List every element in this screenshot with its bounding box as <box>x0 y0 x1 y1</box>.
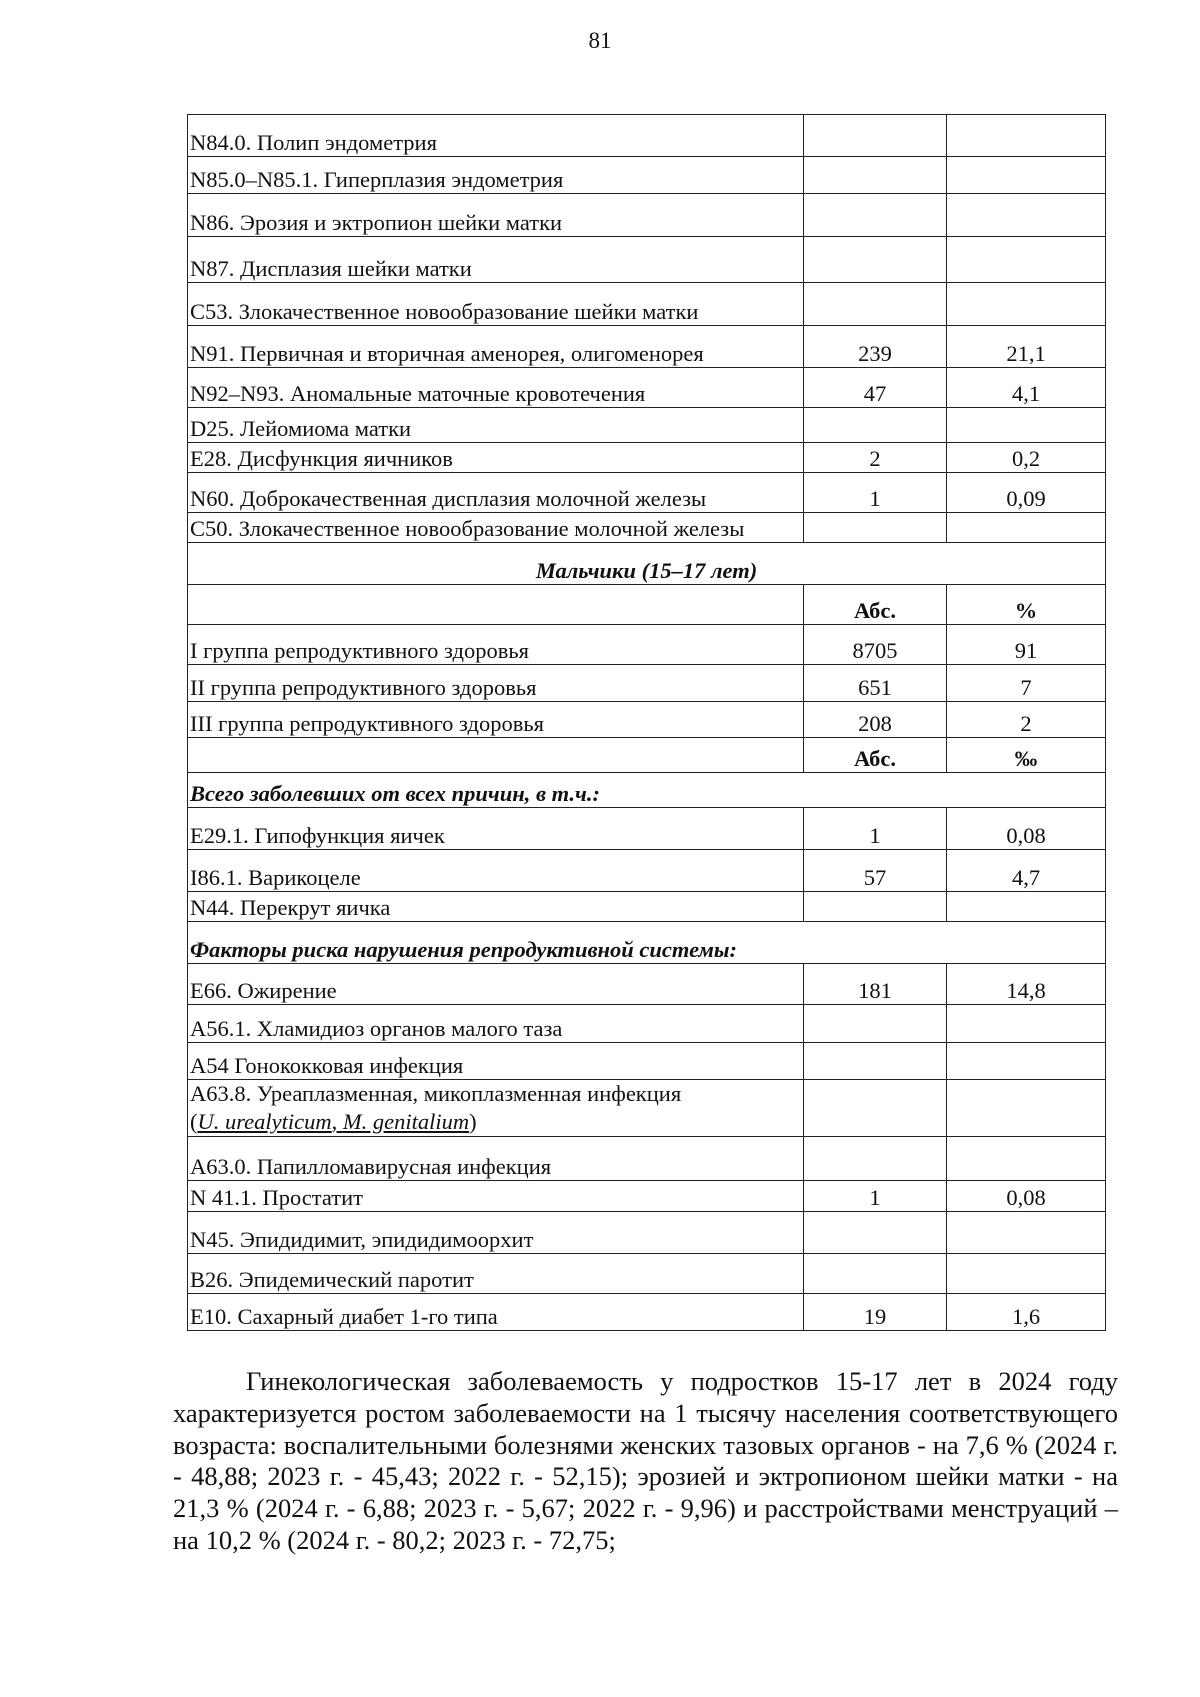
row-label: N44. Перекрут яичка <box>188 892 804 922</box>
row-abs: 2 <box>804 443 947 473</box>
row-abs <box>804 1212 947 1254</box>
row-rel <box>947 157 1106 194</box>
header-abs: Абс. <box>804 585 947 625</box>
row-abs <box>804 892 947 922</box>
page-number: 81 <box>588 28 612 53</box>
table-row <box>188 665 1106 702</box>
row-abs <box>804 115 947 157</box>
row-rel: 0,2 <box>947 443 1106 473</box>
section-row <box>188 922 1106 964</box>
row-abs <box>804 194 947 237</box>
header-percent: % <box>947 585 1106 625</box>
row-abs <box>804 408 947 443</box>
table-row <box>188 892 1106 922</box>
table-row <box>188 1294 1106 1331</box>
header-row <box>188 585 1106 625</box>
row-rel <box>947 237 1106 283</box>
table-row <box>188 1043 1106 1080</box>
row-label: Е28. Дисфункция яичников <box>188 443 804 473</box>
row-abs: 1 <box>804 473 947 513</box>
header-row <box>188 738 1106 773</box>
row-label: С50. Злокачественное новообразование молочной железы <box>188 513 804 543</box>
header-empty-cell <box>188 738 804 773</box>
row-label: N60. Доброкачественная дисплазия молочной железы <box>188 473 804 513</box>
row-rel: 91 <box>947 625 1106 665</box>
row-rel <box>947 283 1106 326</box>
section-title-boys: Мальчики (15–17 лет) <box>188 543 1106 585</box>
row-rel: 4,7 <box>947 850 1106 892</box>
row-abs <box>804 1137 947 1181</box>
row-abs <box>804 157 947 194</box>
row-label: N45. Эпидидимит, эпидидимоорхит <box>188 1212 804 1254</box>
row-abs: 47 <box>804 368 947 408</box>
row-abs: 19 <box>804 1294 947 1331</box>
row-abs: 57 <box>804 850 947 892</box>
row-rel <box>947 1080 1106 1137</box>
table-row <box>188 157 1106 194</box>
row-label: С53. Злокачественное новообразование шейки матки <box>188 283 804 326</box>
table-row <box>188 283 1106 326</box>
row-label: N 41.1. Простатит <box>188 1181 804 1212</box>
table-row <box>188 408 1106 443</box>
row-label: II группа репродуктивного здоровья <box>188 665 804 702</box>
row-abs <box>804 1005 947 1043</box>
table-row <box>188 194 1106 237</box>
row-rel: 0,08 <box>947 1181 1106 1212</box>
section-title-risk-factors: Факторы риска нарушения репродуктивной системы: <box>188 922 1106 964</box>
row-abs: 1 <box>804 1181 947 1212</box>
row-rel <box>947 194 1106 237</box>
section-row <box>188 543 1106 585</box>
table-row <box>188 237 1106 283</box>
row-rel <box>947 1212 1106 1254</box>
row-label: N87. Дисплазия шейки матки <box>188 237 804 283</box>
table-row <box>188 1181 1106 1212</box>
row-rel: 0,09 <box>947 473 1106 513</box>
row-rel <box>947 1043 1106 1080</box>
ureaplasma-open: ( <box>190 1109 198 1134</box>
row-abs <box>804 1080 947 1137</box>
row-label: В26. Эпидемический паротит <box>188 1254 804 1294</box>
header-empty-cell <box>188 585 804 625</box>
row-rel: 2 <box>947 702 1106 738</box>
row-abs: 208 <box>804 702 947 738</box>
row-label: Е29.1. Гипофункция яичек <box>188 808 804 850</box>
row-label: Е10. Сахарный диабет 1-го типа <box>188 1294 804 1331</box>
table-row <box>188 964 1106 1005</box>
row-label: Е66. Ожирение <box>188 964 804 1005</box>
table-row <box>188 1212 1106 1254</box>
row-label: А63.0. Папилломавирусная инфекция <box>188 1137 804 1181</box>
table-row <box>188 443 1106 473</box>
row-rel <box>947 1005 1106 1043</box>
row-rel <box>947 892 1106 922</box>
row-label: N91. Первичная и вторичная аменорея, олигоменорея <box>188 326 804 368</box>
row-rel: 4,1 <box>947 368 1106 408</box>
table-row <box>188 368 1106 408</box>
row-abs <box>804 1043 947 1080</box>
row-rel: 14,8 <box>947 964 1106 1005</box>
row-rel: 21,1 <box>947 326 1106 368</box>
row-label: N92–N93. Аномальные маточные кровотечения <box>188 368 804 408</box>
row-label: N84.0. Полип эндометрия <box>188 115 804 157</box>
row-abs: 1 <box>804 808 947 850</box>
row-label: N86. Эрозия и эктропион шейки матки <box>188 194 804 237</box>
row-label: I86.1. Варикоцеле <box>188 850 804 892</box>
table-row <box>188 625 1106 665</box>
table-row <box>188 513 1106 543</box>
ureaplasma-close: ) <box>469 1109 477 1134</box>
row-label: А56.1. Хламидиоз органов малого таза <box>188 1005 804 1043</box>
row-abs: 8705 <box>804 625 947 665</box>
row-abs <box>804 237 947 283</box>
row-abs: 651 <box>804 665 947 702</box>
row-label-ureaplasma <box>188 1080 804 1137</box>
row-rel: 1,6 <box>947 1294 1106 1331</box>
row-rel <box>947 513 1106 543</box>
header-permille: ‰ <box>947 738 1106 773</box>
header-abs: Абс. <box>804 738 947 773</box>
row-rel <box>947 408 1106 443</box>
table-row <box>188 1005 1106 1043</box>
latin-separator: , <box>331 1109 343 1134</box>
table-row <box>188 115 1106 157</box>
row-label: N85.0–N85.1. Гиперплазия эндометрия <box>188 157 804 194</box>
latin-species-1: U. urealyticum <box>197 1109 332 1134</box>
row-abs <box>804 1254 947 1294</box>
row-rel: 7 <box>947 665 1106 702</box>
row-rel <box>947 1137 1106 1181</box>
body-paragraph <box>173 1366 1118 1557</box>
table-row <box>188 1080 1106 1137</box>
row-label: D25. Лейомиома матки <box>188 408 804 443</box>
row-label: III группа репродуктивного здоровья <box>188 702 804 738</box>
row-rel <box>947 1254 1106 1294</box>
row-abs <box>804 283 947 326</box>
section-title-diseases: Всего заболевших от всех причин, в т.ч.: <box>188 773 1106 808</box>
row-rel: 0,08 <box>947 808 1106 850</box>
row-label: I группа репродуктивного здоровья <box>188 625 804 665</box>
row-abs <box>804 513 947 543</box>
table-row <box>188 808 1106 850</box>
table-row <box>188 702 1106 738</box>
table-row <box>188 1254 1106 1294</box>
latin-species-2: M. genitalium <box>342 1109 470 1134</box>
row-rel <box>947 115 1106 157</box>
row-abs: 239 <box>804 326 947 368</box>
row-label: А54 Гонококковая инфекция <box>188 1043 804 1080</box>
table-row <box>188 326 1106 368</box>
section-row <box>188 773 1106 808</box>
paragraph-text: Гинекологическая заболеваемость у подростков 15-17 лет в 2024 году характеризуется ростом заболеваемости на 1 тысячу населения соответствующего возраста: воспалительными болезнями женских тазовых органов - на 7,6 % (2024 г. - 48,88; 2023 г. - 45,43; 2022 г. - 52,15); эрозией и эктропионом шейки матки - на 21,3 % (2024 г. - 6,88; 2023 г. - 5,67; 2022 г. - 9,96) и расстройствами менструаций – на 10,2 % (2024 г. - 80,2; 2023 г. - 72,75; <box>173 1366 1118 1555</box>
table-row <box>188 1137 1106 1181</box>
ureaplasma-line1: А63.8. Уреаплазменная, микоплазменная инфекция <box>190 1081 682 1106</box>
table-row <box>188 850 1106 892</box>
morbidity-table <box>187 114 1106 1331</box>
table-row <box>188 473 1106 513</box>
row-abs: 181 <box>804 964 947 1005</box>
